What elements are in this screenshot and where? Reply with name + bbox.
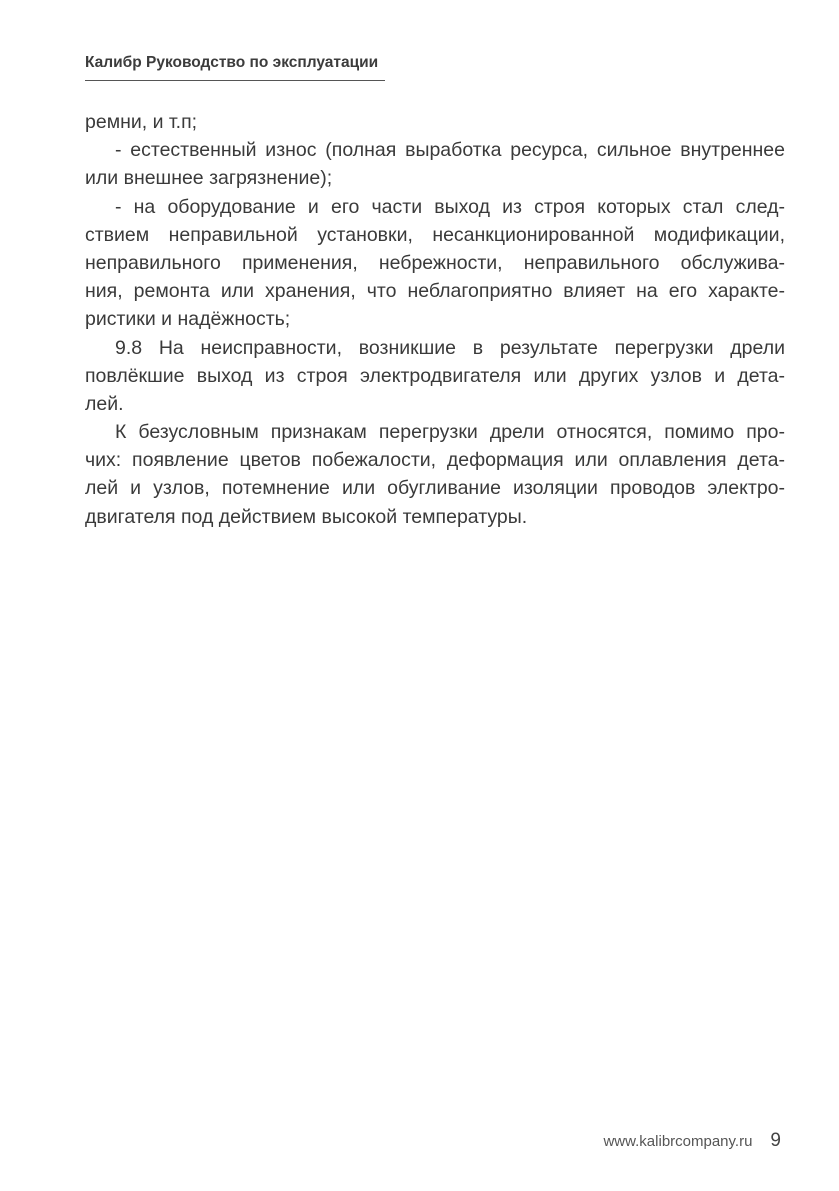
- text-line: лей.: [85, 392, 124, 415]
- text-line: ремни, и т.п;: [85, 111, 198, 133]
- text-line: ния, ремонта или хранения, что неблагоприятно влияет на его характе-: [85, 280, 785, 303]
- text-line: двигателя под действием высокой температуры.: [85, 505, 528, 528]
- text-line: неправильного применения, небрежности, неправильного обслужива-: [85, 251, 785, 274]
- text-line: ствием неправильной установки, несанкционированной модификации,: [85, 223, 785, 246]
- text-line: ристики и надёжность;: [85, 308, 291, 331]
- body-text: [85, 108, 785, 531]
- text-line: лей и узлов, потемнение или обугливание изоляции проводов электро-: [85, 477, 785, 500]
- text-line: повлёкшие выход из строя электродвигателя или других узлов и дета-: [85, 364, 785, 387]
- text-line: или внешнее загрязнение);: [85, 167, 333, 190]
- footer-url: www.kalibrcompany.ru: [603, 1133, 753, 1150]
- header-divider: [85, 80, 385, 81]
- text-line: 9.8 На неисправности, возникшие в результате перегрузки дрели: [115, 336, 785, 359]
- page-number: 9: [770, 1130, 781, 1151]
- text-line: - на оборудование и его части выход из строя которых стал след-: [115, 195, 785, 218]
- text-line: - естественный износ (полная выработка ресурса, сильное внутреннее: [115, 139, 785, 162]
- text-line: К безусловным признакам перегрузки дрели относятся, помимо про-: [115, 421, 785, 444]
- page-header: [85, 52, 385, 81]
- text-line: чих: появление цветов побежалости, деформация или оплавления дета-: [85, 449, 785, 472]
- header-title: Калибр Руководство по эксплуатации: [85, 54, 379, 71]
- page-footer: [603, 1130, 781, 1152]
